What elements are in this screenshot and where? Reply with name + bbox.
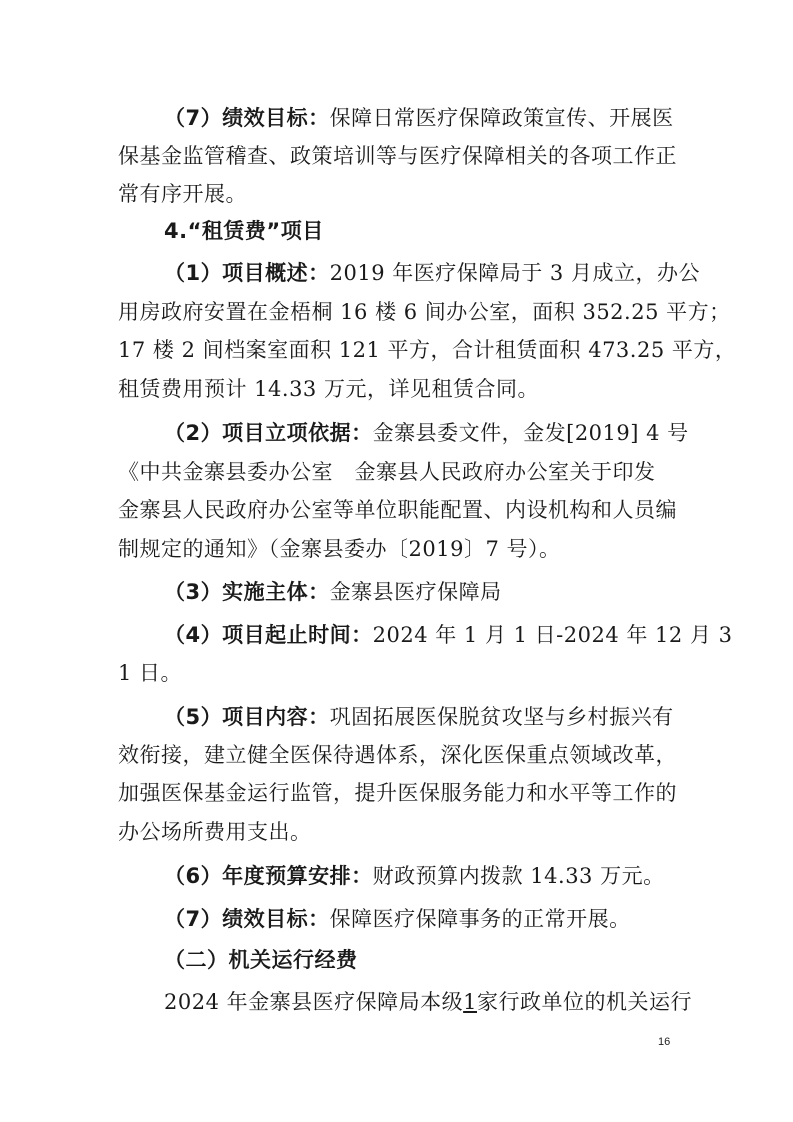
paragraph-line <box>164 620 733 650</box>
paragraph-line <box>164 103 724 133</box>
body-text: 家行政单位的机关运行 <box>477 990 692 1014</box>
body-text: 财政预算内拨款 14.33 万元。 <box>372 864 665 888</box>
paragraph-line <box>164 577 724 607</box>
paragraph-line: 金寨县人民政府办公室等单位职能配置、内设机构和人员编 <box>118 498 677 522</box>
section-heading: （5）项目内容： <box>164 705 330 729</box>
paragraph-line: 加强医保基金运行监管，提升医保服务能力和水平等工作的 <box>118 781 677 805</box>
body-text: 2024 年 1 月 1 日-2024 年 12 月 3 <box>372 623 733 647</box>
paragraph-line <box>164 861 724 891</box>
page-number: 16 <box>658 1036 671 1048</box>
body-text: 金寨县医疗保障局 <box>329 580 502 604</box>
paragraph-line: 用房政府安置在金梧桐 16 楼 6 间办公室，面积 352.25 平方； <box>118 300 731 324</box>
body-text: 2024 年金寨县医疗保障局本级 <box>164 990 464 1014</box>
body-text: 金寨县委文件，金发[2019] 4 号 <box>372 421 689 445</box>
section-heading: （3）实施主体： <box>164 580 330 604</box>
paragraph-line: 1 日。 <box>118 661 183 685</box>
paragraph-line: 租赁费用预计 14.33 万元，详见租赁合同。 <box>118 377 539 401</box>
body-text: 巩固拓展医保脱贫攻坚与乡村振兴有 <box>329 705 674 729</box>
section-heading: （6）年度预算安排： <box>164 864 373 888</box>
underlined-count: 1 <box>463 990 477 1014</box>
section-heading: （7）绩效目标： <box>164 907 330 931</box>
paragraph-line <box>164 904 724 934</box>
section-heading: （7）绩效目标： <box>164 106 330 130</box>
section-heading: （2）项目立项依据： <box>164 421 373 445</box>
body-text: 2019 年医疗保障局于 3 月成立，办公 <box>329 261 700 285</box>
paragraph-line: 制规定的通知》（金寨县委办〔2019〕7 号）。 <box>118 537 561 561</box>
paragraph-line: 保基金监管稽查、政策培训等与医疗保障相关的各项工作正 <box>118 144 677 168</box>
paragraph-line: 效衔接，建立健全医保待遇体系，深化医保重点领域改革， <box>118 743 677 767</box>
body-text: 保障医疗保障事务的正常开展。 <box>329 907 631 931</box>
paragraph-line: 《中共金寨县委办公室 金寨县人民政府办公室关于印发 <box>118 460 656 484</box>
section-heading: （4）项目起止时间： <box>164 623 373 647</box>
paragraph-line <box>164 258 724 288</box>
paragraph-line <box>164 987 724 1017</box>
paragraph-line: 办公场所费用支出。 <box>118 820 312 844</box>
section-heading: （1）项目概述： <box>164 261 330 285</box>
paragraph-line: 常有序开展。 <box>118 182 247 206</box>
section-heading: （二）机关运行经费 <box>164 948 358 972</box>
paragraph-line: 17 楼 2 间档案室面积 121 平方，合计租赁面积 473.25 平方， <box>118 338 737 362</box>
paragraph-line <box>164 418 724 448</box>
body-text: 保障日常医疗保障政策宣传、开展医 <box>329 106 674 130</box>
paragraph-line <box>164 702 724 732</box>
section-heading: 4.“租赁费”项目 <box>164 219 324 243</box>
